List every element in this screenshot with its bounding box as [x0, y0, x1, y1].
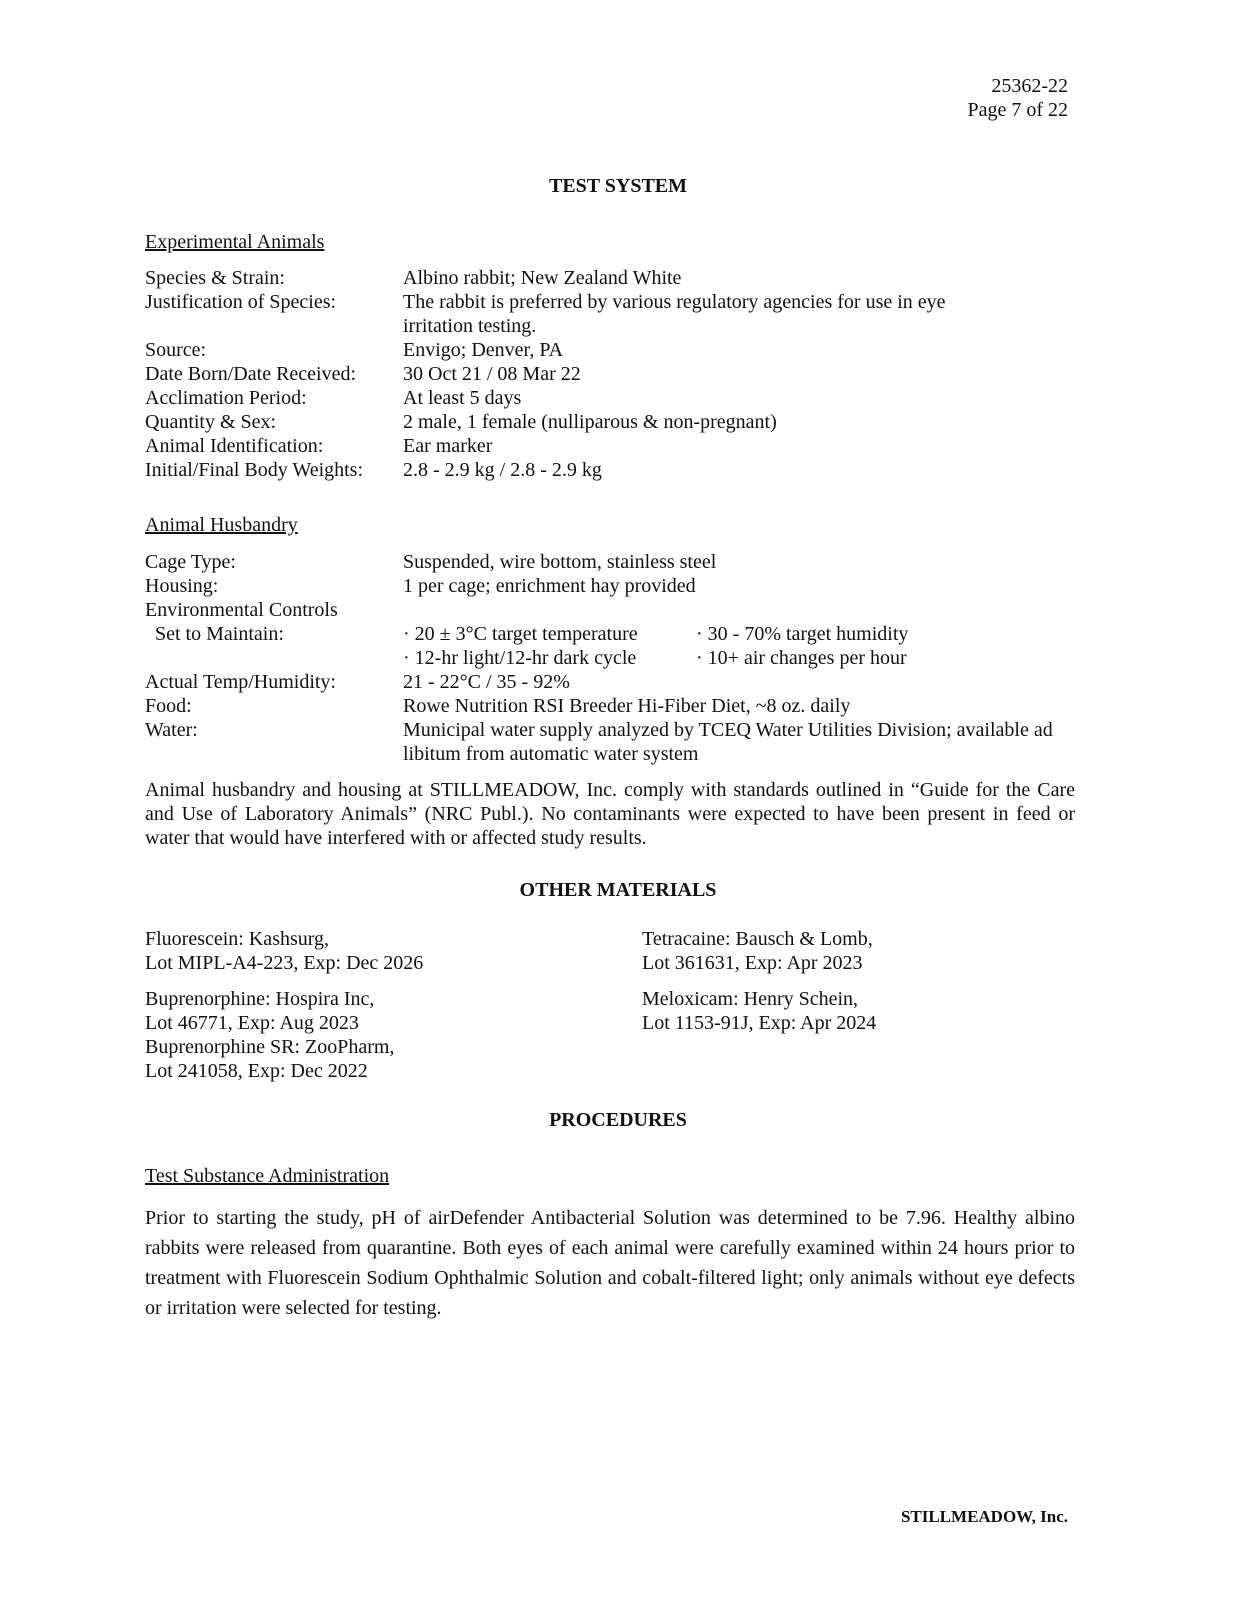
table-row — [145, 550, 1075, 574]
table-row — [145, 622, 1075, 670]
material-line: Lot 241058, Exp: Dec 2022 — [145, 1060, 368, 1082]
material-line: Lot MIPL-A4-223, Exp: Dec 2026 — [145, 952, 424, 974]
section-title-other-materials: OTHER MATERIALS — [519, 879, 717, 901]
field-value: Ear marker — [403, 435, 493, 457]
field-label: Acclimation Period: — [145, 387, 307, 409]
material-line: Lot 46771, Exp: Aug 2023 — [145, 1012, 359, 1034]
document-number: 25362-22 — [991, 75, 1068, 97]
field-value: Suspended, wire bottom, stainless steel — [403, 551, 717, 573]
footer-company-name: STILLMEADOW, Inc. — [900, 1507, 1068, 1526]
field-label: Date Born/Date Received: — [145, 363, 357, 385]
table-row — [145, 458, 1075, 482]
field-label: Food: — [145, 695, 192, 717]
list-item: · 10+ air changes per hour — [696, 647, 907, 669]
list-item: · 12-hr light/12-hr dark cycle — [403, 647, 637, 669]
list-item: · 20 ± 3°C target temperature — [403, 623, 638, 645]
field-value: 30 Oct 21 / 08 Mar 22 — [403, 363, 581, 385]
animal-husbandry-table — [145, 550, 1075, 766]
husbandry-paragraph: Animal husbandry and housing at STILLMEADOW, Inc. comply with standards outlined in “Guide for the Care and Use of Laboratory Animals” (NRC Publ.). No contaminants were expected to have been present in feed or water that would have interfered with or affected study results. — [145, 779, 1075, 849]
field-label: Quantity & Sex: — [145, 411, 277, 433]
field-label: Initial/Final Body Weights: — [145, 459, 364, 481]
material-line: Lot 361631, Exp: Apr 2023 — [642, 952, 863, 974]
subheading-experimental-animals: Experimental Animals — [145, 231, 325, 253]
field-value: Rowe Nutrition RSI Breeder Hi-Fiber Diet, ~8 oz. daily — [403, 695, 851, 717]
table-row — [145, 266, 1075, 290]
section-title-test-system: TEST SYSTEM — [548, 175, 688, 197]
table-row — [145, 718, 1075, 766]
procedures-paragraph: Prior to starting the study, pH of airDefender Antibacterial Solution was determined to be 7.96. Healthy albino rabbits were released from quarantine. Both eyes of each animal were carefully examined within 24 hours prior to treatment with Fluorescein Sodium Ophthalmic Solution and cobalt-filtered light; only animals without eye defects or irritation were selected for testing. — [145, 1207, 1075, 1319]
experimental-animals-table — [145, 266, 1075, 482]
field-label: Source: — [145, 339, 207, 361]
field-label: Water: — [145, 719, 198, 741]
table-row — [145, 574, 1075, 598]
material-buprenorphine — [145, 987, 585, 1083]
subheading-animal-husbandry: Animal Husbandry — [145, 514, 298, 536]
page-number: Page 7 of 22 — [967, 99, 1068, 121]
field-label: Set to Maintain: — [155, 623, 284, 645]
material-line: Buprenorphine: Hospira Inc, — [145, 988, 375, 1010]
list-item: · 30 - 70% target humidity — [696, 623, 909, 645]
field-label: Actual Temp/Humidity: — [145, 671, 336, 693]
field-value: At least 5 days — [403, 387, 522, 409]
table-row — [145, 362, 1075, 386]
section-title-procedures: PROCEDURES — [549, 1109, 687, 1131]
field-label: Animal Identification: — [145, 435, 324, 457]
table-row — [145, 338, 1075, 362]
field-value: 2 male, 1 female (nulliparous & non-pregnant) — [403, 411, 777, 433]
field-value: Municipal water supply analyzed by TCEQ Water Utilities Division; available ad libitum from automatic water system — [403, 719, 1053, 765]
field-value: 1 per cage; enrichment hay provided — [403, 575, 696, 597]
field-value: 2.8 - 2.9 kg / 2.8 - 2.9 kg — [403, 459, 602, 481]
field-value: 21 - 22°C / 35 - 92% — [403, 671, 570, 693]
material-line: Lot 1153-91J, Exp: Apr 2024 — [642, 1012, 877, 1034]
table-row — [145, 386, 1075, 410]
material-line: Fluorescein: Kashsurg, — [145, 928, 330, 950]
field-value: Envigo; Denver, PA — [403, 339, 564, 361]
field-label: Housing: — [145, 575, 219, 597]
material-fluorescein — [145, 927, 585, 975]
material-meloxicam — [642, 987, 1082, 1035]
field-label: Justification of Species: — [145, 291, 337, 313]
subheading-test-substance-administration: Test Substance Administration — [145, 1165, 390, 1187]
field-value: Albino rabbit; New Zealand White — [403, 267, 682, 289]
environmental-targets — [403, 622, 1075, 670]
material-line: Tetracaine: Bausch & Lomb, — [642, 928, 873, 950]
material-line: Buprenorphine SR: ZooPharm, — [145, 1036, 395, 1058]
table-row — [145, 434, 1075, 458]
table-row — [145, 694, 1075, 718]
material-line: Meloxicam: Henry Schein, — [642, 988, 859, 1010]
material-tetracaine — [642, 927, 1082, 975]
field-label: Cage Type: — [145, 551, 236, 573]
field-label: Species & Strain: — [145, 267, 285, 289]
table-row — [145, 670, 1075, 694]
field-value: The rabbit is preferred by various regulatory agencies for use in eye irritation testing. — [403, 291, 946, 337]
table-row — [145, 598, 1075, 622]
table-row — [145, 290, 1075, 338]
table-row — [145, 410, 1075, 434]
field-label: Environmental Controls — [145, 599, 338, 621]
